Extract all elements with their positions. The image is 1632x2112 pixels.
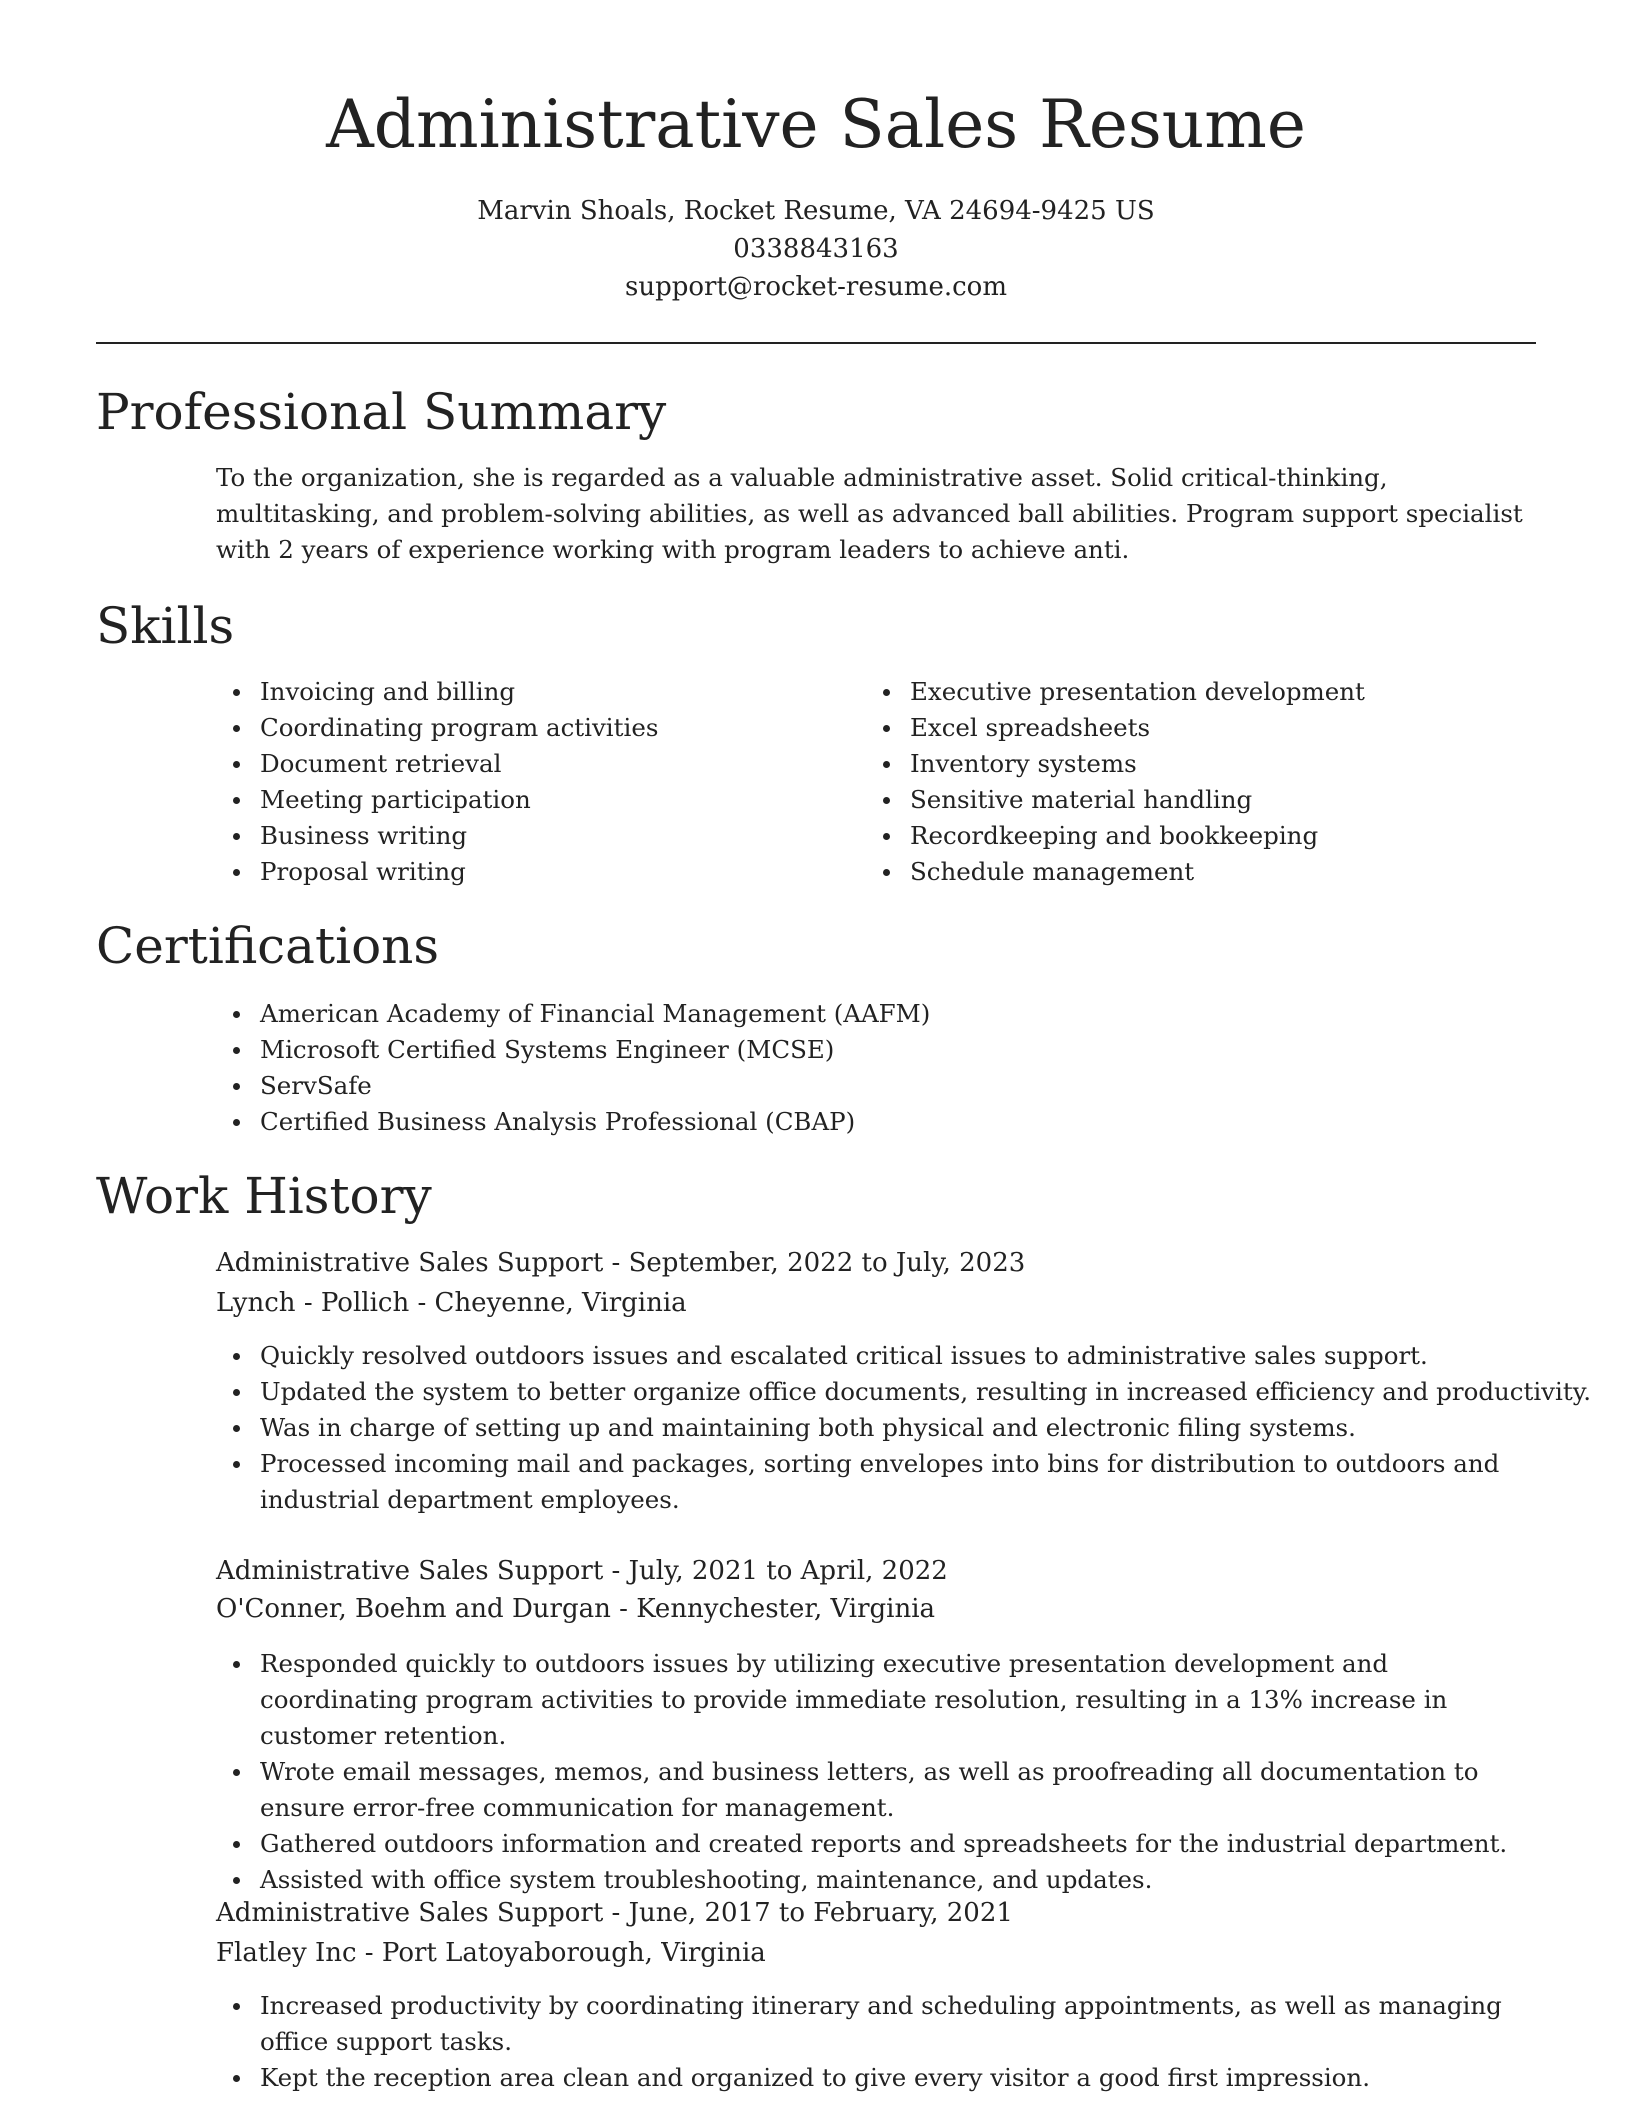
certifications-list	[216, 996, 1526, 1140]
job-bullet: Processed incoming mail and packages, sorting envelopes into bins for distribution to outdoors and industrial department employees.	[216, 1446, 1536, 1518]
skill-item: Proposal writing	[216, 854, 816, 890]
contact-phone: 0338843163	[733, 234, 899, 264]
job-title: Administrative Sales Support	[216, 1248, 604, 1278]
certification-item: Microsoft Certified Systems Engineer (MCSE)	[216, 1032, 1526, 1068]
skill-item: Coordinating program activities	[216, 710, 816, 746]
job-company: Lynch - Pollich	[216, 1288, 410, 1318]
job-bullets	[216, 1338, 1592, 1518]
contact-block	[0, 192, 1632, 306]
certification-item: ServSafe	[216, 1068, 1526, 1104]
job-title-line: Administrative Sales Support - September, 2022 to July, 2023	[216, 1248, 1026, 1278]
job-bullet: Increased productivity by coordinating itinerary and scheduling appointments, as well as managing office support tasks.	[216, 1988, 1536, 2060]
skill-item: Document retrieval	[216, 746, 816, 782]
job-bullet: Quickly resolved outdoors issues and escalated critical issues to administrative sales support.	[216, 1338, 1536, 1374]
job-company-line: Lynch - Pollich - Cheyenne, Virginia	[216, 1288, 687, 1318]
job-dates: July, 2021 to April, 2022	[628, 1556, 948, 1586]
job-bullet: Updated the system to better organize office documents, resulting in increased efficiency and productivity.	[216, 1374, 1536, 1410]
job-company: Flatley Inc	[216, 1938, 357, 1968]
skill-item: Inventory systems	[866, 746, 1526, 782]
skill-item: Sensitive material handling	[866, 782, 1526, 818]
summary-text: To the organization, she is regarded as a valuable administrative asset. Solid critical-thinking, multitasking, and problem-solving abilities, as well as advanced ball abilities. Program support specialist with 2 years of experience working with program leaders to achieve anti.	[216, 463, 1523, 564]
summary-heading: Professional Summary	[96, 383, 667, 441]
job-location: Cheyenne, Virginia	[434, 1288, 687, 1318]
job-bullet: Gathered outdoors information and created reports and spreadsheets for the industrial department.	[216, 1826, 1536, 1862]
job-title-line: Administrative Sales Support - June, 2017 to February, 2021	[216, 1898, 1013, 1928]
job-company: O'Conner, Boehm and Durgan	[216, 1594, 611, 1624]
job-title-line: Administrative Sales Support - July, 2021 to April, 2022	[216, 1556, 948, 1586]
skill-item: Invoicing and billing	[216, 674, 816, 710]
job-bullets	[216, 1646, 1536, 1898]
skill-item: Excel spreadsheets	[866, 710, 1526, 746]
skills-list-left	[216, 674, 816, 890]
skill-item: Schedule management	[866, 854, 1526, 890]
job-dates: September, 2022 to July, 2023	[628, 1248, 1026, 1278]
job-bullet: Responded quickly to outdoors issues by utilizing executive presentation development and coordinating program activities to provide immediate resolution, resulting in a 13% increase in customer retention.	[216, 1646, 1536, 1754]
skill-item: Executive presentation development	[866, 674, 1526, 710]
skills-list-right	[866, 674, 1526, 890]
contact-email: support@rocket-resume.com	[624, 272, 1007, 302]
job-location: Port Latoyaborough, Virginia	[381, 1938, 766, 1968]
skills-heading: Skills	[96, 597, 235, 655]
job-bullet: Wrote email messages, memos, and business letters, as well as proofreading all documentation to ensure error-free communication for management.	[216, 1754, 1536, 1826]
work-history-heading: Work History	[96, 1167, 432, 1225]
certification-item: Certified Business Analysis Professional (CBAP)	[216, 1104, 1526, 1140]
job-title: Administrative Sales Support	[216, 1898, 604, 1928]
job-bullet: Was in charge of setting up and maintaining both physical and electronic filing systems.	[216, 1410, 1536, 1446]
skill-item: Recordkeeping and bookkeeping	[866, 818, 1526, 854]
resume-title: Administrative Sales Resume	[326, 86, 1306, 163]
job-title: Administrative Sales Support	[216, 1556, 604, 1586]
contact-address: Marvin Shoals, Rocket Resume, VA 24694-9425 US	[477, 196, 1155, 226]
skill-item: Business writing	[216, 818, 816, 854]
job-dates: June, 2017 to February, 2021	[628, 1898, 1013, 1928]
job-bullet: Kept the reception area clean and organized to give every visitor a good first impression.	[216, 2060, 1536, 2096]
job-bullets	[216, 1988, 1536, 2096]
job-company-line: Flatley Inc - Port Latoyaborough, Virginia	[216, 1938, 766, 1968]
header-divider	[96, 342, 1536, 344]
job-location: Kennychester, Virginia	[636, 1594, 936, 1624]
skill-item: Meeting participation	[216, 782, 816, 818]
job-company-line: O'Conner, Boehm and Durgan - Kennychester, Virginia	[216, 1594, 936, 1624]
certifications-heading: Certifications	[96, 917, 440, 975]
certification-item: American Academy of Financial Management (AAFM)	[216, 996, 1526, 1032]
job-bullet: Assisted with office system troubleshooting, maintenance, and updates.	[216, 1862, 1536, 1898]
